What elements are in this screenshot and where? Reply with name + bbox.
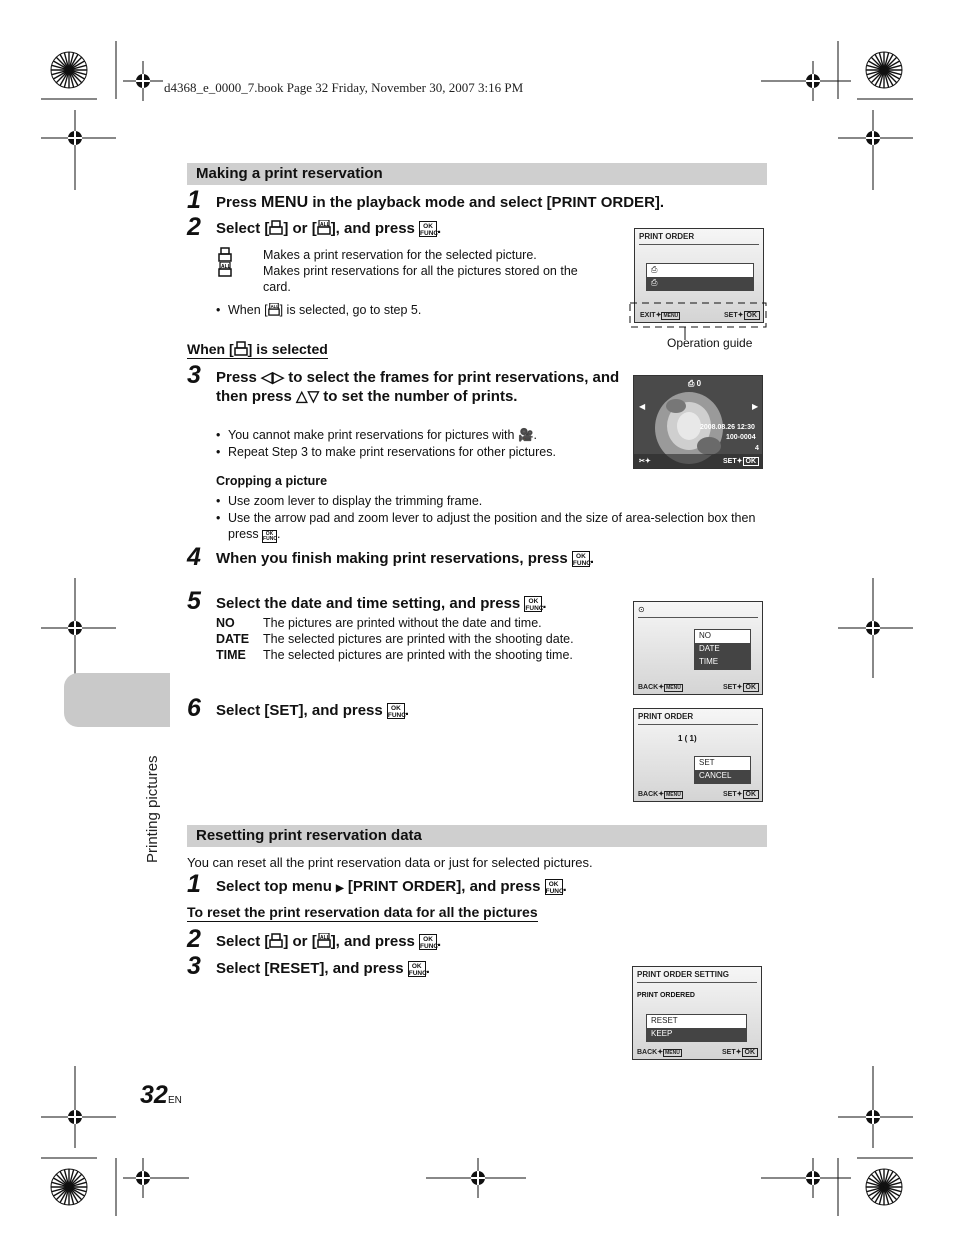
icon-desc-all: Makes print reservations for all the pictures stored on the card. [263,264,578,294]
all-print-icon [268,303,280,316]
confirm-menu [694,756,751,784]
clock-icon: ⊙ [638,605,645,614]
step-number: 3 [187,361,201,389]
menu-item-single: ⎙ [647,264,753,277]
left-right-arrows-icon: ◁▷ [261,369,285,386]
screen-title: PRINT ORDER [638,712,694,721]
chapter-tab [64,673,170,727]
all-print-icon [218,262,232,277]
step-number: 5 [187,587,201,615]
back-guide: BACK✦ MENU [638,684,681,691]
frame-count: 4 [755,445,759,452]
ok-func-icon: OK FUNC [263,530,277,542]
when-single-selected-heading: When [ ] is selected [187,341,328,357]
up-down-arrows-icon: △▽ [296,388,320,405]
date-time: 2008.08.26 12:30 [700,424,755,431]
set-guide: SET✦ OK [723,683,759,691]
set-guide: SET✦ OK [723,790,759,798]
single-print-icon [269,933,283,948]
date-option-key: DATE [216,632,250,646]
single-print-icon [234,341,248,356]
movie-icon: 🎥 [517,428,534,442]
flower-photo [634,376,763,469]
ok-func-icon: OK FUNC [525,598,544,612]
ok-func-icon: OK FUNC [408,963,427,977]
note-all-selected: • When [ ALL ] is selected, go to step 5. [216,302,616,318]
book-file-header: d4368_e_0000_7.book Page 32 Friday, November 30, 2007 3:16 PM [164,80,524,95]
reset-step-3-text: Select [RESET], and press OK FUNC. [216,960,430,977]
step-3-bullet-repeat: • Repeat Step 3 to make print reservations for other pictures. [216,444,616,460]
menu-button-word: MENU [261,194,309,211]
exit-guide: EXIT✦ MENU [640,312,679,319]
svg-text:ALL: ALL [319,222,330,228]
screen-playback-photo [633,375,763,469]
cropping-heading: Cropping a picture [216,474,328,488]
crop-bullet-1: • Use zoom lever to display the trimming frame. [216,493,766,509]
page-number: 32 [140,1081,168,1109]
reset-all-heading: To reset the print reservation data for all the pictures [187,904,538,920]
left-arrow-icon: ◀ [639,402,646,411]
date-option-key: NO [216,616,235,630]
menu-item-keep: KEEP [647,1028,746,1041]
date-option-key: TIME [216,648,246,662]
arrow-right-icon: ▶ [336,883,344,894]
set-guide: SET✦ OK [723,457,759,465]
step-4-text: When you finish making print reservations, press OK FUNC. [216,550,595,567]
step-6-text: Select [SET], and press OK FUNC. [216,702,410,719]
screen-subtitle: PRINT ORDERED [637,992,695,999]
ok-func-icon: OK FUNC [387,705,406,719]
screen-date-setting [633,601,763,695]
screen-title: PRINT ORDER SETTING [637,970,730,979]
ok-func-icon: OK FUNC [420,936,439,950]
all-print-icon [317,933,331,948]
back-guide: BACK✦ MENU [638,791,681,798]
set-guide: SET✦ OK [722,1048,758,1056]
single-print-icon [269,220,283,235]
print-count: ⎙ 0 [688,379,702,388]
ok-func-icon: OK FUNC [545,881,564,895]
screen-print-order-setting [632,966,762,1060]
step-3-bullet-movie: • You cannot make print reservations for pictures with 🎥. [216,427,616,443]
menu-item-time: TIME [695,656,750,669]
step-number: 1 [187,186,201,214]
step-1-text: Press MENU in the playback mode and select [PRINT ORDER]. [216,194,665,211]
svg-text:ALL: ALL [221,264,231,270]
print-type-menu [646,263,754,291]
reset-menu [646,1014,747,1042]
step-number: 1 [187,870,201,898]
date-menu [694,629,751,670]
menu-item-reset: RESET [647,1015,746,1028]
step-number: 4 [187,543,201,571]
screen-title: PRINT ORDER [639,232,695,241]
menu-item-all: ⎙ [647,277,753,290]
date-option-desc: The selected pictures are printed with the shooting time. [263,648,573,662]
ok-func-icon: OK FUNC [572,553,591,567]
chapter-label: Printing pictures [144,755,161,863]
section-title-resetting: Resetting print reservation data [187,825,767,847]
step-number: 3 [187,952,201,980]
reservation-count: 1 ( 1) [678,734,697,743]
screen-print-order-confirm [633,708,763,802]
date-option-desc: The selected pictures are printed with the shooting date. [263,632,574,646]
date-option-desc: The pictures are printed without the date and time. [263,616,542,630]
menu-item-set: SET [695,757,750,770]
crop-bullet-2: • Use the arrow pad and zoom lever to adjust the position and the size of area-selection box then press OK FUNC. [216,510,768,543]
all-print-icon [317,220,331,235]
step-5-text: Select the date and time setting, and press OK FUNC. [216,595,547,612]
menu-item-cancel: CANCEL [695,770,750,783]
icon-desc-single: Makes a print reservation for the selected picture. [263,248,537,262]
set-guide: SET✦ OK [724,311,760,319]
section-title-making-reservation: Making a print reservation [187,163,767,185]
ok-func-icon: OK FUNC [420,223,439,237]
trim-guide: ✂✦ [639,458,651,465]
step-2-text: Select [ ] or [ ALL ], and press OK FUNC. [216,220,442,237]
reset-step-2-text: Select [ ] or [ ALL ], and press OK FUNC. [216,933,442,950]
reset-intro: You can reset all the print reservation data or just for selected pictures. [187,855,593,870]
right-arrow-icon: ▶ [752,402,759,411]
step-3-text: Press ◁▷ to select the frames for print reservations, and then press △▽ to set the number of prints. [216,369,620,405]
reset-step-1-text: Select top menu ▶ [PRINT ORDER], and press OK FUNC. [216,878,567,895]
svg-text:ALL: ALL [270,304,279,310]
svg-text:ALL: ALL [319,935,330,941]
file-number: 100-0004 [726,434,756,441]
language-code: EN [168,1095,182,1106]
operation-guide-label: Operation guide [667,336,753,350]
step-number: 2 [187,213,201,241]
single-print-icon [218,247,232,262]
back-guide: BACK✦ MENU [637,1049,680,1056]
menu-item-date: DATE [695,643,750,656]
step-number: 6 [187,694,201,722]
menu-item-no: NO [695,630,750,643]
step-number: 2 [187,925,201,953]
